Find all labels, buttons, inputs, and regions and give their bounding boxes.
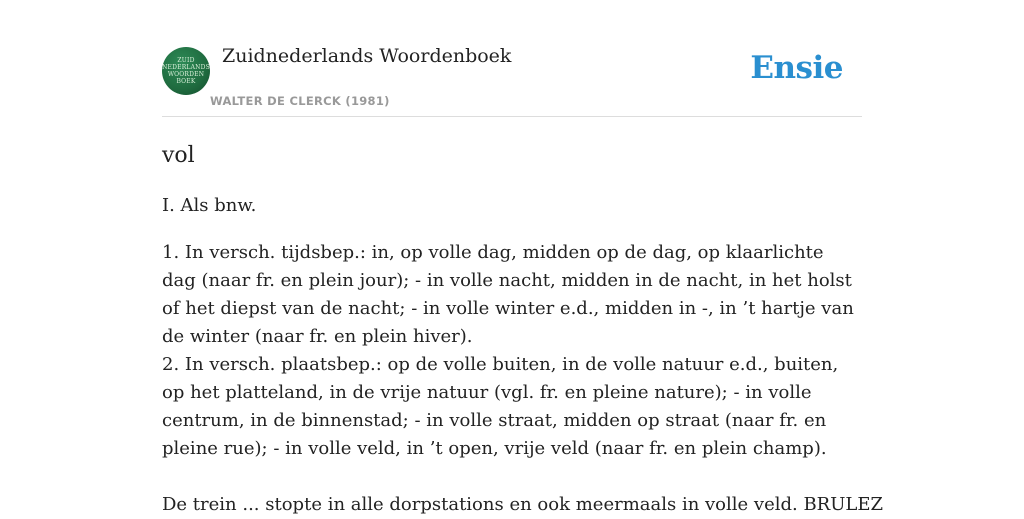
ensie-brand-link[interactable]: Ensie [750, 50, 843, 86]
logo-line: BOEK [176, 78, 196, 85]
sense-heading: I. Als bnw. [162, 195, 257, 216]
example-quote: De trein ... stopte in alle dorpstations en ook meermaals in volle veld. BRULEZ [162, 494, 884, 515]
definition-block [162, 239, 862, 463]
page-content [162, 0, 884, 519]
headword: vol [162, 143, 195, 168]
logo-line: WOORDEN [167, 71, 205, 78]
definition-item: 1. In versch. tijdsbep.: in, op volle dag, midden op de dag, op klaarlichte dag (naar fr. en plein jour); - in volle nacht, midden in de nacht, in het holst of het diepst van de nacht; - in volle winter e.d., midden in -, in ’t hartje van de winter (naar fr. en plein hiver). [162, 242, 854, 347]
dictionary-logo[interactable] [162, 47, 210, 95]
definition-item: 2. In versch. plaatsbep.: op de volle buiten, in de volle natuur e.d., buiten, op het platteland, in de vrije natuur (vgl. fr. en pleine nature); - in volle centrum, in de binnenstad; - in volle straat, midden op straat (naar fr. en pleine rue); - in volle veld, in ’t open, vrije veld (naar fr. en plein champ). [162, 354, 839, 459]
dictionary-title[interactable]: Zuidnederlands Woordenboek [222, 45, 512, 67]
dictionary-author: WALTER DE CLERCK (1981) [210, 94, 390, 108]
logo-line: NEDERLANDS [162, 64, 210, 71]
logo-line: ZUID [177, 57, 195, 64]
dictionary-header [162, 0, 862, 117]
